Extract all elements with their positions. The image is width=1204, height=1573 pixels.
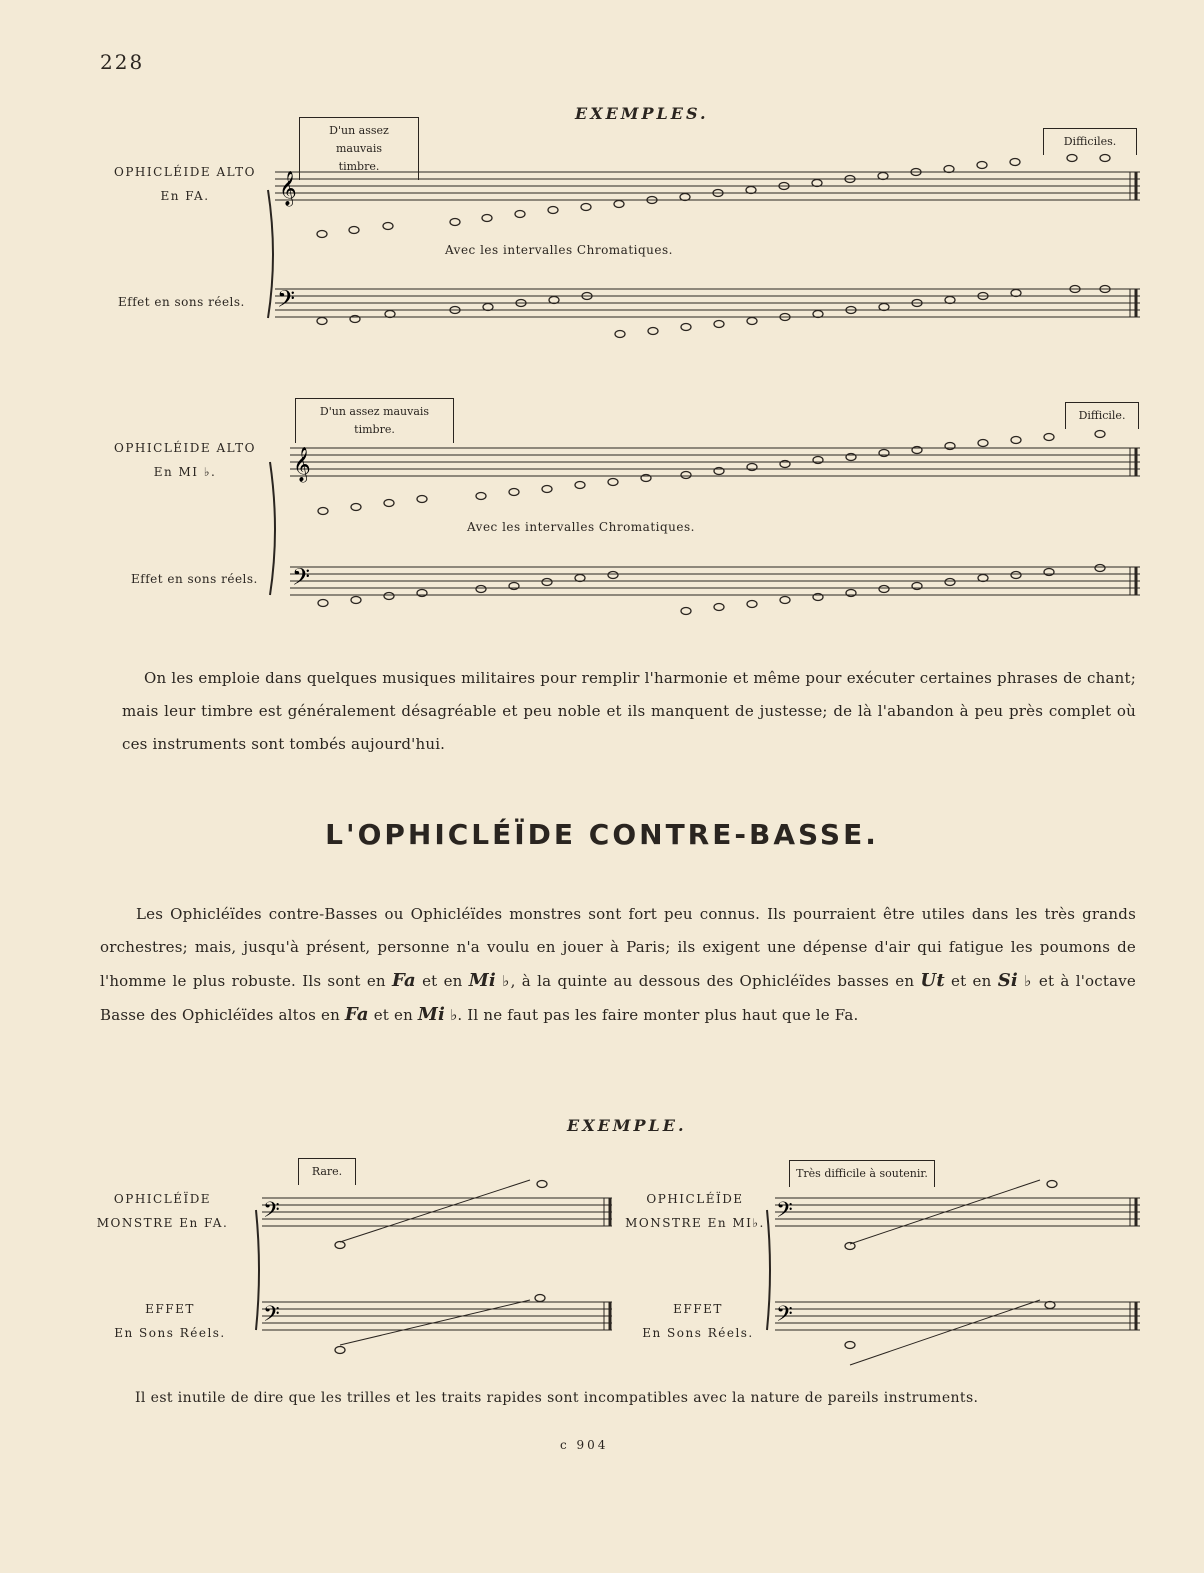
instrument-key: En FA. (160, 189, 210, 203)
bass-clef-icon: 𝄢 (776, 1302, 793, 1332)
footer-mark: c 904 (560, 1438, 609, 1452)
key-ut: Ut (920, 970, 945, 991)
example-heading: EXEMPLE. (567, 1116, 687, 1135)
treble-clef-icon: 𝄞 (293, 447, 311, 482)
bass-clef-icon: 𝄢 (263, 1198, 280, 1228)
label-box-rare: Rare. (298, 1158, 356, 1185)
effect-title: EFFET (145, 1302, 195, 1316)
paragraph-text: , à la quinte au dessous des Ophicléïdes basses en (510, 972, 915, 990)
label-text: D'un assez mauvais (319, 405, 430, 418)
instrument-name: OPHICLÉIDE ALTO (114, 441, 256, 455)
key-fa: Fa (392, 970, 416, 991)
label-text: timbre. (338, 160, 380, 173)
flat-sign: ♭ (450, 1006, 458, 1024)
instrument-key: MONSTRE En MI♭. (625, 1216, 765, 1230)
key-mi: Mi (417, 1004, 446, 1025)
chromatic-note: Avec les intervalles Chromatiques. (467, 520, 695, 534)
bass-clef-icon: 𝄢 (776, 1198, 793, 1228)
effect-subtitle: En Sons Réels. (114, 1326, 226, 1340)
chromatic-note: Avec les intervalles Chromatiques. (445, 243, 673, 257)
section-title: L'OPHICLÉÏDE CONTRE-BASSE. (325, 818, 879, 851)
label-box-difficult: Difficile. (1065, 402, 1139, 429)
bass-clef-icon: 𝄢 (277, 285, 296, 318)
instrument-name: OPHICLÉÏDE (113, 1192, 212, 1206)
instrument-name: OPHICLÉIDE ALTO (114, 165, 256, 179)
instrument-name: OPHICLÉÏDE (646, 1192, 744, 1206)
glissando-line (850, 1300, 1040, 1365)
paragraph-text: et en (422, 972, 463, 990)
system-brace (256, 1210, 259, 1330)
notes-monstre-fa (335, 1181, 547, 1354)
key-mi: Mi (468, 970, 496, 991)
examples-heading: EXEMPLES. (575, 104, 709, 123)
instrument-key: En MI ♭. (153, 465, 217, 479)
bass-clef-icon: 𝄢 (263, 1302, 280, 1332)
label-text: D'un assez mauvais (329, 124, 389, 155)
monstre-fa-staff (262, 1198, 612, 1330)
page-number: 228 (100, 50, 145, 74)
effect-label: Effet en sons réels. (131, 572, 258, 586)
label-box-difficult: Très difficile à soutenir. (789, 1160, 935, 1187)
label-box-difficult: Difficiles. (1043, 128, 1137, 155)
flat-sign: ♭ (502, 972, 511, 990)
treble-clef-icon: 𝄞 (279, 171, 297, 206)
paragraph-usage: On les emploie dans quelques musiques militaires pour remplir l'harmonie et même pour exécuter certaines phrases de chant; mais leur timbre est généralement désagréable et peu noble et ils manquent de justesse; de là l'abandon à peu près complet où ces instruments sont tombés aujourd'hui. (122, 669, 1136, 753)
instrument-key: MONSTRE En FA. (96, 1216, 229, 1230)
key-fa: Fa (344, 1004, 369, 1025)
effect-title: EFFET (673, 1302, 723, 1316)
system-brace (767, 1210, 770, 1330)
paragraph-text: et en (373, 1006, 413, 1024)
flat-sign: ♭ (1024, 972, 1033, 990)
key-si: Si (997, 970, 1018, 991)
glissando-line (340, 1180, 530, 1242)
bass-clef-icon: 𝄢 (292, 563, 311, 596)
paragraph-text: et en (951, 972, 992, 990)
effect-subtitle: En Sons Réels. (642, 1326, 754, 1340)
monstre-mib-staff (775, 1198, 1140, 1330)
closing-sentence: Il est inutile de dire que les trilles et les traits rapides sont incompatibles avec la nature de pareils instruments. (135, 1390, 979, 1406)
label-text: timbre. (354, 423, 395, 436)
paragraph-text: Les Ophicléïdes contre-Basses ou Ophicléïdes monstres sont fort peu connus. Ils pourraient être utiles dans les très grands orchestres; mais, jusqu'à présent, personne n'a voulu en jouer à Paris; ils exigent une dépense d'air qui fatigue les poumons de l'homme le plus robuste. Ils sont en (100, 905, 1136, 990)
paragraph-text: . Il ne faut pas les faire monter plus haut que le Fa. (457, 1006, 859, 1024)
effect-label: Effet en sons réels. (118, 295, 245, 309)
paragraph-text: et à l'octave Basse des Ophicléïdes altos en (100, 972, 1137, 1024)
